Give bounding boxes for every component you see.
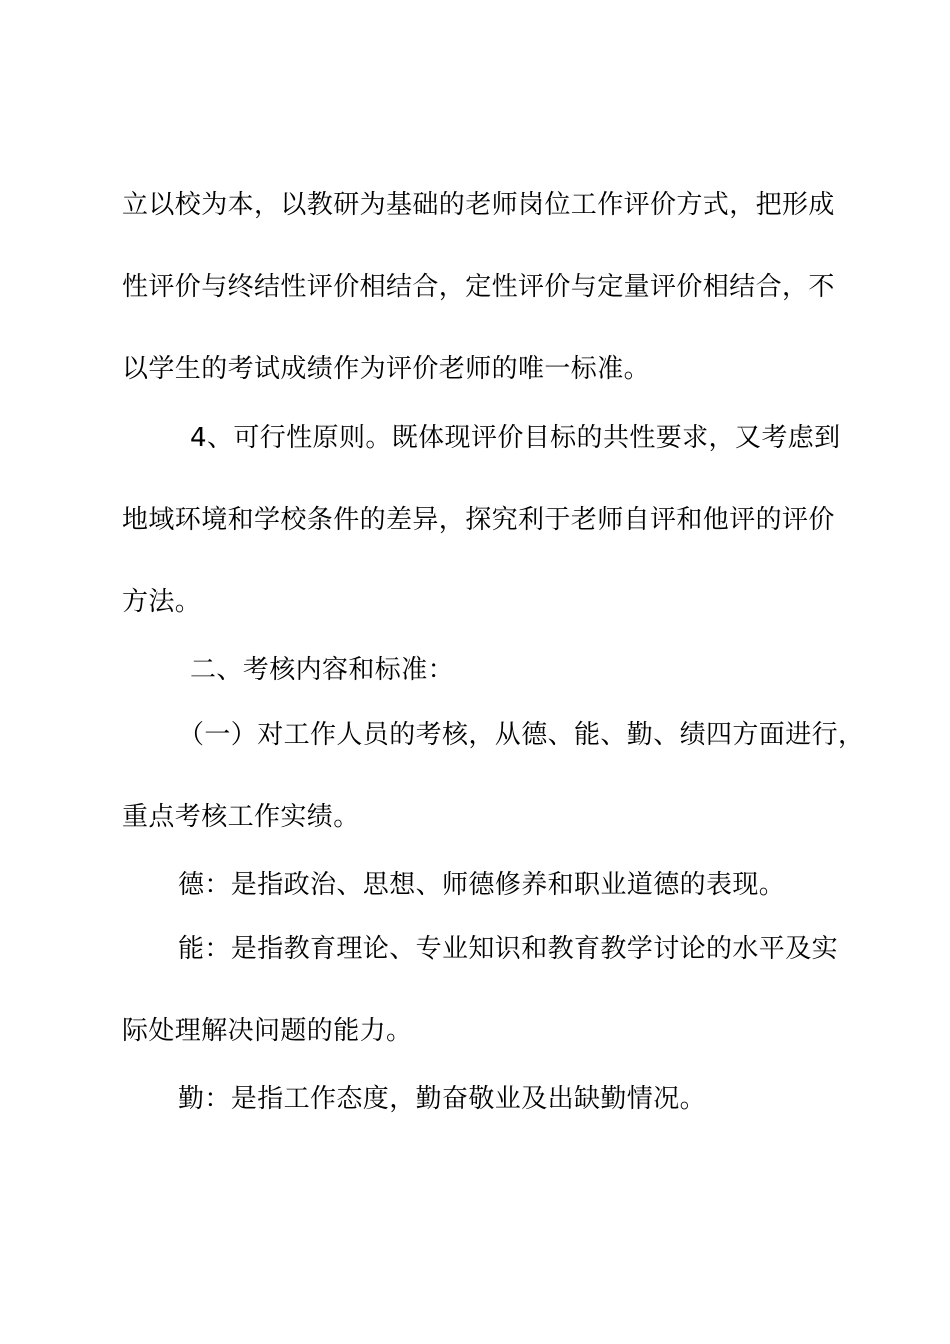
subsection-1-line-2: 重点考核工作实绩。 — [122, 802, 360, 832]
neng-definition-line-2: 际处理解决问题的能力。 — [122, 1016, 413, 1046]
subsection-1-line-1: （一）对工作人员的考核，从德、能、勤、绩四方面进行， — [178, 720, 865, 750]
de-definition: 德：是指政治、思想、师德修养和职业道德的表现。 — [178, 870, 786, 900]
body-line-1: 立以校为本，以教研为基础的老师岗位工作评价方式，把形成 — [122, 190, 835, 220]
principle-4-line-1: 4、可行性原则。既体现评价目标的共性要求，又考虑到 — [190, 423, 841, 453]
principle-4-line-2: 地域环境和学校条件的差异，探究利于老师自评和他评的评价 — [122, 505, 835, 535]
body-line-2: 性评价与终结性评价相结合，定性评价与定量评价相结合，不 — [122, 272, 835, 302]
body-line-3: 以学生的考试成绩作为评价老师的唯一标准。 — [122, 354, 651, 384]
qin-definition: 勤：是指工作态度，勤奋敬业及出缺勤情况。 — [178, 1084, 707, 1114]
section-heading: 二、考核内容和标准： — [190, 655, 455, 685]
principle-4-line-3: 方法。 — [122, 587, 202, 617]
neng-definition-line-1: 能：是指教育理论、专业知识和教育教学讨论的水平及实 — [178, 934, 839, 964]
